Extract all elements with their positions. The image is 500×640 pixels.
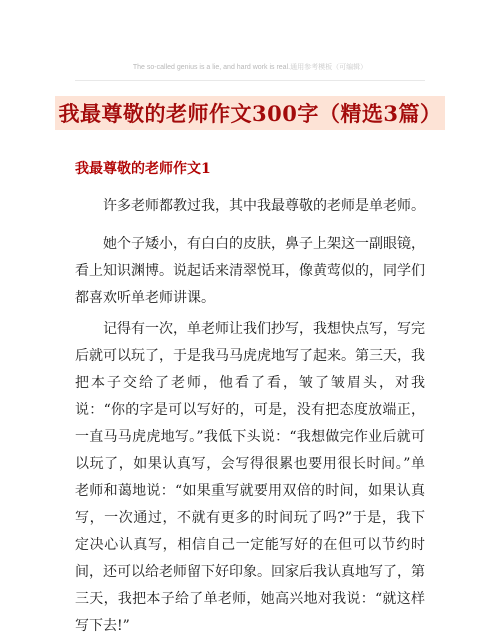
- page-header: [0, 62, 500, 72]
- document-title: 我最尊敬的老师作文300字（精选3篇）: [55, 96, 446, 130]
- header-chinese-text: 通用参考模板（可编辑）: [290, 64, 368, 71]
- section-title: 我最尊敬的老师作文1: [75, 161, 211, 177]
- document-title-container: [0, 96, 500, 130]
- body-paragraph-2: 她个子矮小，有白白的皮肤，鼻子上架这一副眼镜，看上知识渊博。说起话来清翠悦耳，像黄莺似的，同学们都喜欢听单老师讲课。: [75, 236, 425, 306]
- body-paragraph-1: 许多老师都教过我，其中我最尊敬的老师是单老师。: [103, 198, 425, 214]
- body-paragraph-3: 记得有一次，单老师让我们抄写，我想快点写，写完后就可以玩了，于是我马马虎虎地写了起来。第三天，我把本子交给了老师，他看了看，皱了皱眉头，对我说：“你的字是可以写好的，可是，没有把态度放端正，一直马马虎虎地写。”我低下头说：“我想做完作业后就可以玩了，如果认真写，会写得很累也要用很长时间。”单老师和蔼地说：“如果重写就要用双倍的时间，如果认真写，一次通过，不就有更多的时间玩了吗?”于是，我下定决心认真写，相信自己一定能写好的在但可以节约时间，还可以给老师留下好印象。回家后我认真地写了，第三天，我把本子给了单老师，她高兴地对我说：“就这样写下去!”: [75, 321, 425, 634]
- header-divider: [75, 80, 425, 81]
- header-english-text: The so-called genius is a lie, and hard work is real.: [132, 64, 291, 71]
